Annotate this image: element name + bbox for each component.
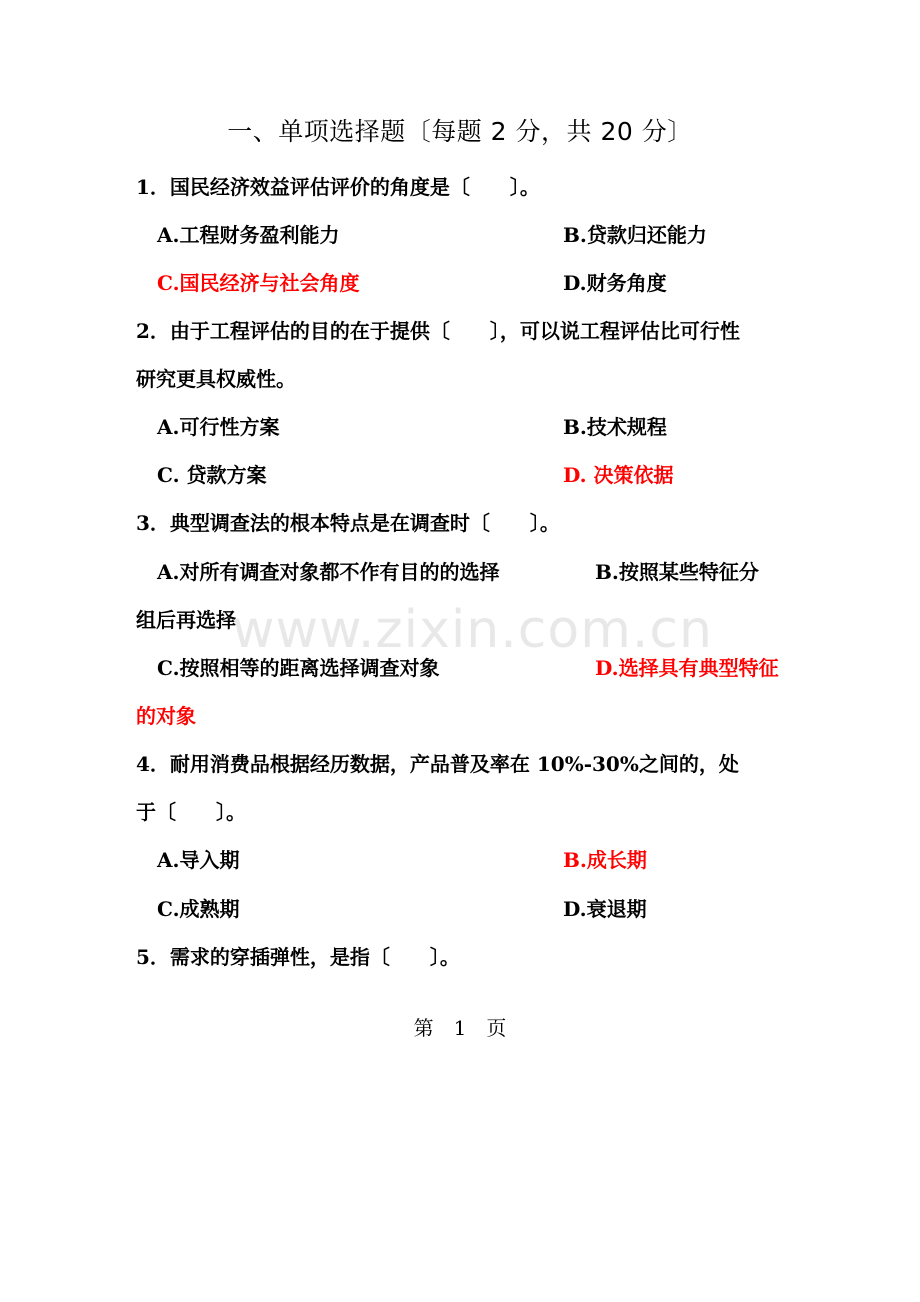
question-1-option-c-answer: C.国民经济与社会角度 xyxy=(157,271,360,295)
question-4-option-b-answer: B.成长期 xyxy=(563,848,647,872)
question-3-option-c: C.按照相等的距离选择调查对象 xyxy=(157,656,440,680)
question-2-stem-cont: 研究更具权威性。 xyxy=(136,367,296,391)
question-2-stem: 2．由于工程评估的目的在于提供〔 〕，可以说工程评估比可行性 xyxy=(136,319,740,343)
question-4-stem-cont: 于〔 〕。 xyxy=(136,800,246,824)
question-3-option-a: A.对所有调查对象都不作有目的的选择 xyxy=(157,560,500,584)
question-2-option-b: B.技术规程 xyxy=(563,415,667,439)
section-title: 一、单项选择题〔每题 2 分，共 20 分〕 xyxy=(227,117,693,146)
question-1-option-d: D.财务角度 xyxy=(563,271,667,295)
question-2-option-c: C. 贷款方案 xyxy=(157,463,267,487)
question-3-option-d-answer: D.选择具有典型特征 xyxy=(595,656,779,680)
question-4-option-c: C.成熟期 xyxy=(157,897,240,921)
page-number: 第 1 页 xyxy=(413,1016,507,1040)
question-3-option-b-cont: 组后再选择 xyxy=(136,608,236,632)
question-4-option-d: D.衰退期 xyxy=(563,897,647,921)
question-5-stem: 5．需求的穿插弹性，是指〔 〕。 xyxy=(136,945,460,969)
question-2-option-a: A.可行性方案 xyxy=(157,415,280,439)
question-4-option-a: A.导入期 xyxy=(157,848,240,872)
question-1-stem: 1．国民经济效益评估评价的角度是〔 〕。 xyxy=(136,175,540,199)
question-3-option-d-cont: 的对象 xyxy=(136,704,196,728)
watermark: www.zixin.com.cn xyxy=(232,600,713,660)
question-4-stem: 4．耐用消费品根据经历数据，产品普及率在 10%-30%之间的，处 xyxy=(136,752,739,776)
question-1-option-b: B.贷款归还能力 xyxy=(563,223,707,247)
question-1-option-a: A.工程财务盈利能力 xyxy=(157,223,340,247)
question-2-option-d-answer: D. 决策依据 xyxy=(563,463,674,487)
question-3-option-b: B.按照某些特征分 xyxy=(595,560,759,584)
question-3-stem: 3．典型调查法的根本特点是在调查时〔 〕。 xyxy=(136,511,560,535)
